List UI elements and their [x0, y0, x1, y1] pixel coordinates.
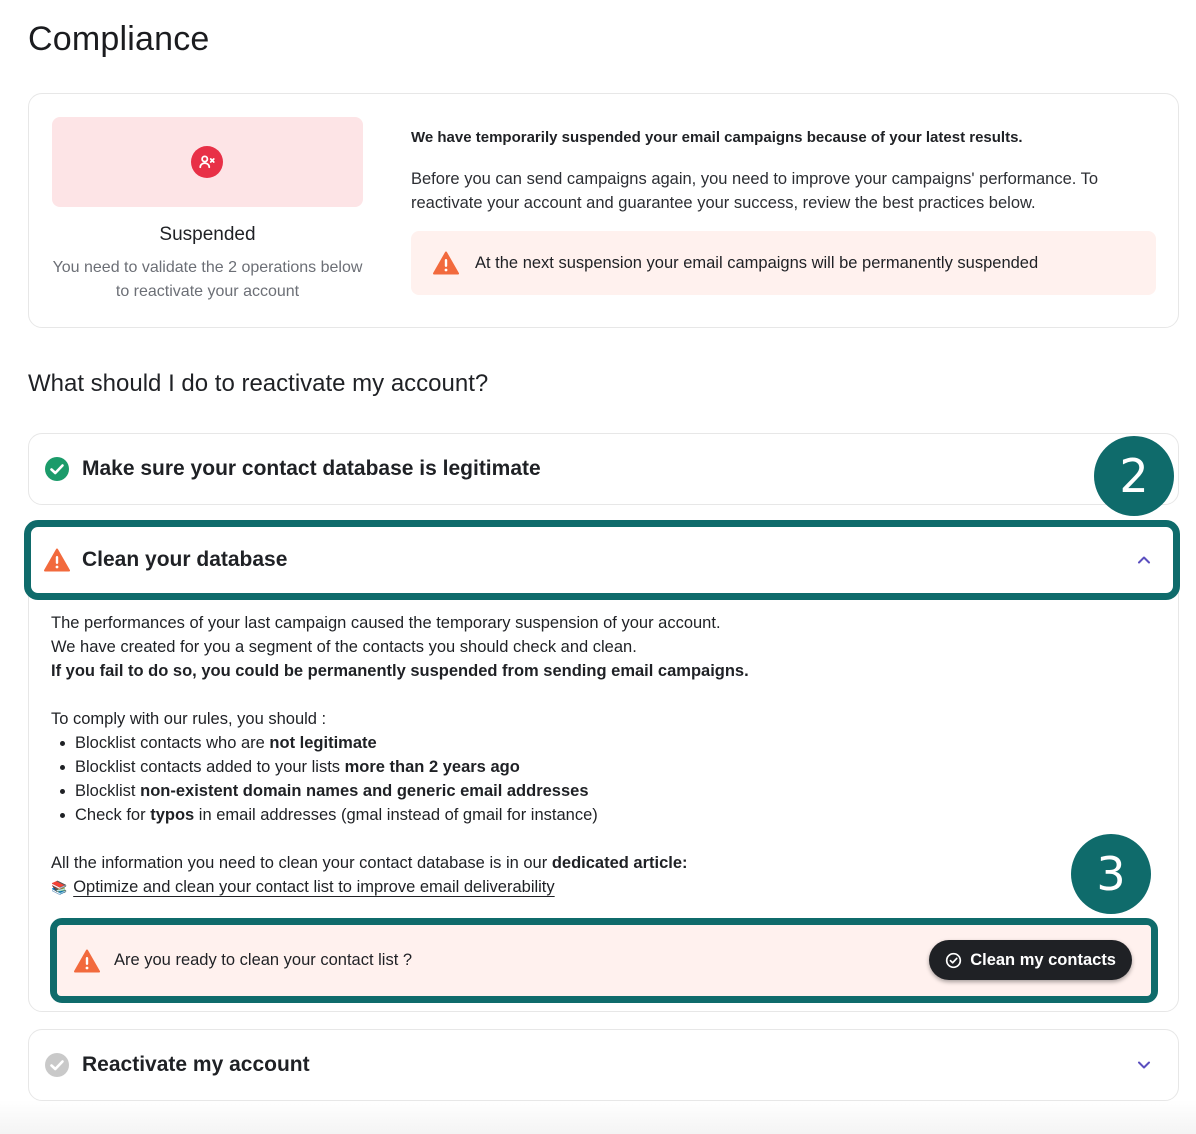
article-intro: All the information you need to clean your contact database is in our dedicated article: [51, 854, 688, 872]
check-circle-icon [945, 952, 962, 969]
article-line [51, 875, 1151, 900]
step-body [51, 611, 1151, 900]
status-description: You need to validate the 2 operations below to reactivate your account [52, 259, 363, 300]
suspension-headline: We have temporarily suspended your email campaigns because of your latest results. [411, 129, 1023, 146]
step-reactivate-account[interactable] [28, 1029, 1179, 1101]
intro-line-1: The performances of your last campaign caused the temporary suspension of your account. [51, 614, 721, 632]
suspension-body: Before you can send campaigns again, you need to improve your campaigns' performance. To reactivate your account and guarantee your success, review the best practices below. [411, 170, 1099, 212]
step-clean-database [28, 520, 1179, 1012]
list-item: Check for typos in email addresses (gmal instead of gmail for instance) [75, 803, 1151, 827]
list-item: Blocklist non-existent domain names and generic email addresses [75, 779, 1151, 803]
check-circle-icon [44, 456, 70, 482]
intro-warning: If you fail to do so, you could be permanently suspended from sending email campaigns. [51, 662, 749, 680]
page-title: Compliance [28, 20, 210, 58]
step-label: Reactivate my account [82, 1053, 310, 1076]
step-header[interactable] [29, 434, 1178, 504]
warning-triangle-icon [44, 548, 70, 572]
clean-contacts-cta [50, 918, 1158, 1003]
clean-my-contacts-button[interactable] [929, 940, 1132, 980]
user-x-icon [191, 146, 223, 178]
list-item: Blocklist contacts who are not legitimate [75, 731, 1151, 755]
step-header[interactable] [29, 1030, 1178, 1100]
warning-triangle-icon [433, 251, 459, 275]
warning-triangle-icon [74, 949, 100, 973]
button-label: Clean my contacts [970, 950, 1116, 969]
section-title: What should I do to reactivate my account? [28, 370, 489, 397]
chevron-up-icon[interactable] [1137, 555, 1151, 565]
cta-question: Are you ready to clean your contact list ? [114, 951, 413, 969]
step-label: Make sure your contact database is legitimate [82, 457, 541, 480]
annotation-badge-3: 3 [1071, 834, 1151, 914]
suspension-warning [411, 231, 1156, 295]
intro-line-2: We have created for you a segment of the contacts you should check and clean. [51, 638, 637, 656]
cta-box [57, 925, 1151, 996]
article-link[interactable]: Optimize and clean your contact list to improve email deliverability [73, 878, 555, 896]
books-icon: 📚 [51, 880, 68, 895]
status-banner [52, 117, 363, 207]
chevron-down-icon[interactable] [1137, 1060, 1151, 1070]
step-label: Clean your database [82, 548, 288, 571]
check-circle-gray-icon [44, 1052, 70, 1078]
rules-list [51, 731, 1151, 827]
warning-text: At the next suspension your email campaigns will be permanently suspended [475, 253, 1039, 272]
annotation-badge-2: 2 [1094, 436, 1174, 516]
rules-intro: To comply with our rules, you should : [51, 710, 327, 728]
list-item: Blocklist contacts added to your lists more than 2 years ago [75, 755, 1151, 779]
step-legitimate-database[interactable] [28, 433, 1179, 505]
status-card [28, 93, 1179, 328]
step-header[interactable] [24, 520, 1180, 600]
status-title: Suspended [159, 224, 256, 245]
bottom-fade [0, 1100, 1196, 1134]
